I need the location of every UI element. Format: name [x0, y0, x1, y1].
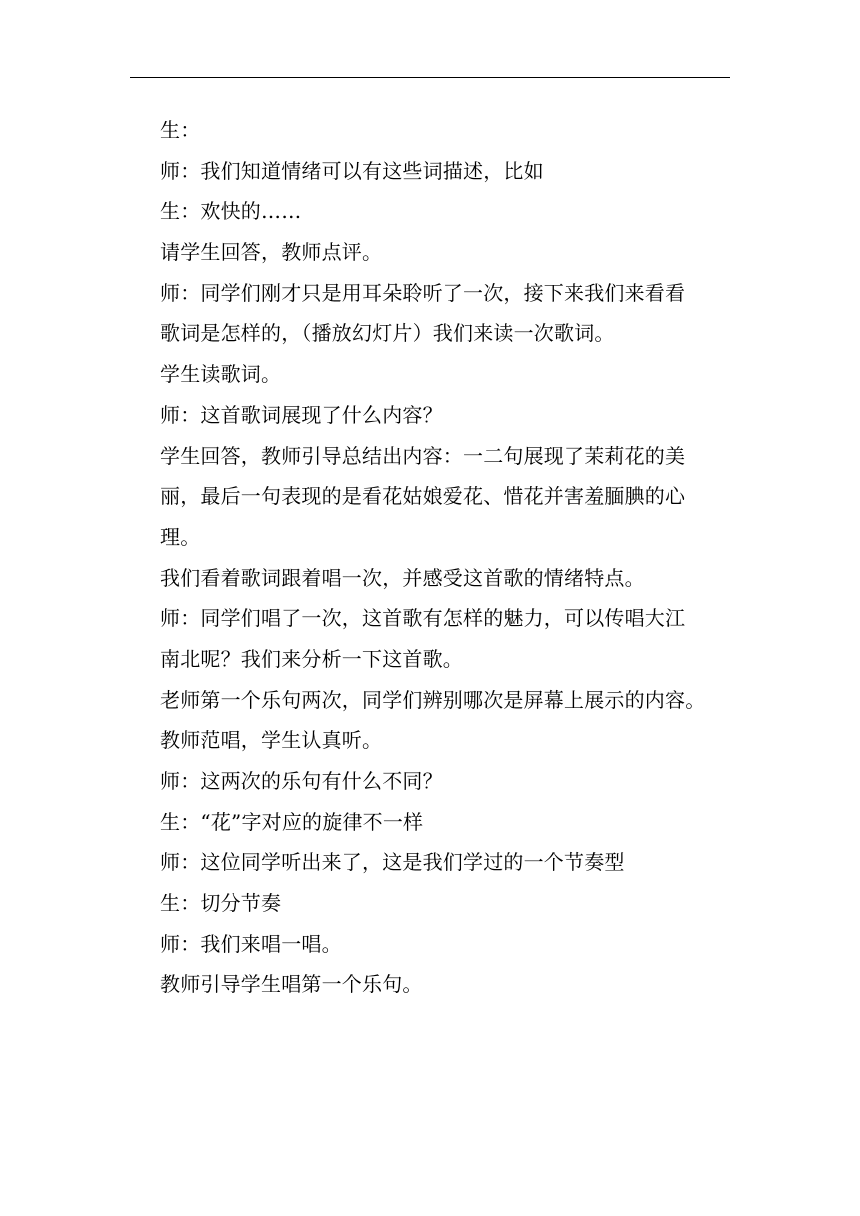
paragraph: 师：这首歌词展现了什么内容？ — [160, 402, 443, 427]
header-rule — [130, 77, 730, 78]
paragraph: 我们看着歌词跟着唱一次，并感受这首歌的情绪特点。 — [160, 565, 645, 590]
paragraph: 生：切分节奏 — [160, 891, 282, 916]
paragraph: 师：我们知道情绪可以有这些词描述，比如 — [160, 158, 544, 183]
paragraph: 理。 — [160, 524, 201, 549]
paragraph: 师：这两次的乐句有什么不同？ — [160, 769, 443, 793]
paragraph: 学生回答，教师引导总结出内容：一二句展现了茉莉花的美 — [160, 443, 686, 468]
paragraph: 丽，最后一句表现的是看花姑娘爱花、惜花并害羞腼腆的心 — [160, 484, 686, 509]
paragraph: 老师第一个乐句两次，同学们辨别哪次是屏幕上展示的内容。 — [160, 687, 706, 712]
paragraph: 教师引导学生唱第一个乐句。 — [160, 972, 423, 997]
paragraph: 生：欢快的…… — [160, 199, 302, 224]
paragraph: 师：同学们刚才只是用耳朵聆听了一次，接下来我们来看看 — [160, 280, 686, 305]
paragraph: 师：同学们唱了一次，这首歌有怎样的魅力，可以传唱大江 — [160, 606, 686, 631]
paragraph: 师：我们来唱一唱。 — [160, 931, 342, 956]
document-body — [160, 110, 735, 1005]
paragraph: 歌词是怎样的，（播放幻灯片）我们来读一次歌词。 — [160, 321, 615, 346]
paragraph: 生： — [160, 118, 201, 142]
paragraph: 请学生回答，教师点评。 — [160, 240, 383, 265]
paragraph: 学生读歌词。 — [160, 362, 282, 387]
paragraph: 教师范唱，学生认真听。 — [160, 728, 383, 753]
paragraph: 生：“花”字对应的旋律不一样 — [160, 809, 424, 834]
paragraph: 南北呢？我们来分析一下这首歌。 — [160, 646, 463, 671]
paragraph: 师：这位同学听出来了，这是我们学过的一个节奏型 — [160, 850, 625, 875]
